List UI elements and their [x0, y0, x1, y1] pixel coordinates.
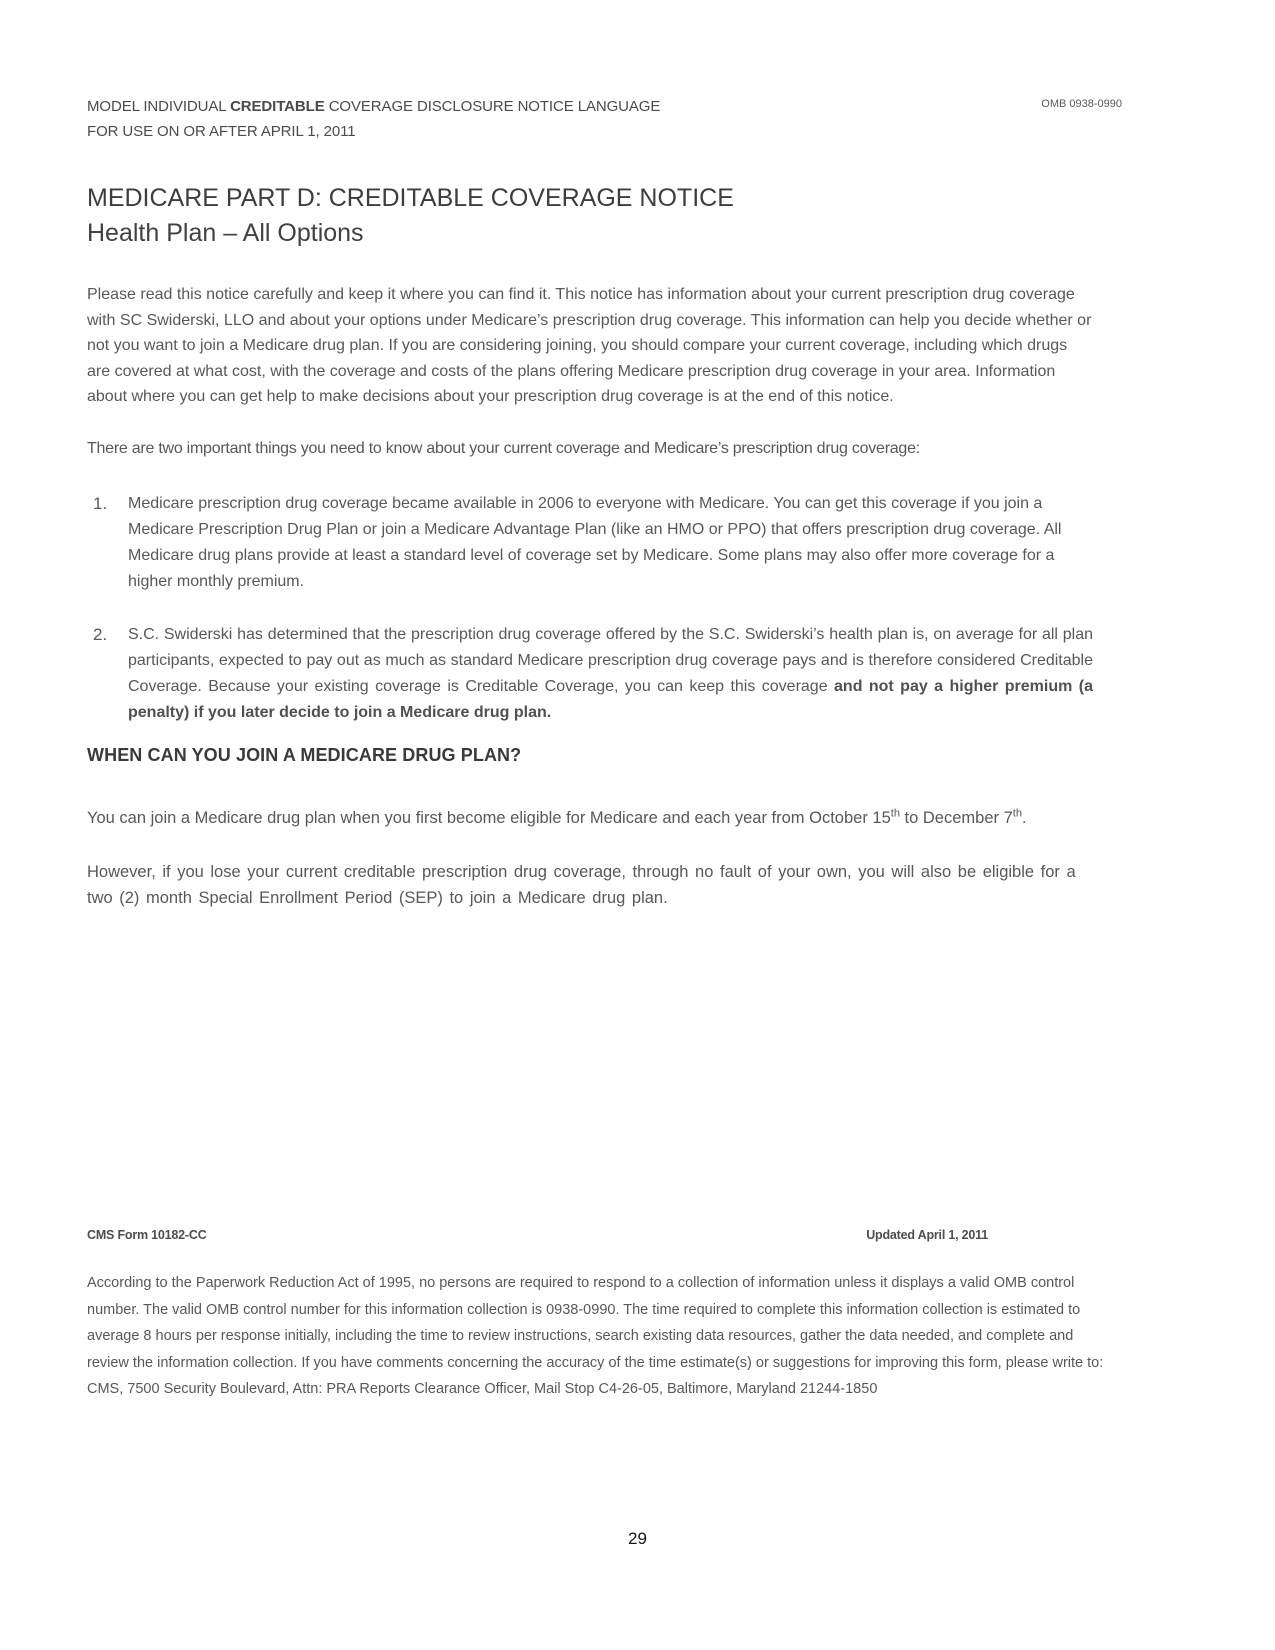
- list-item-2-number: 2.: [93, 624, 108, 644]
- updated-date: Updated April 1, 2011: [866, 1228, 988, 1242]
- document-header: [87, 94, 1122, 144]
- numbered-list: [87, 491, 1122, 726]
- list-item-1-number: 1.: [93, 493, 108, 513]
- header-line-1: [87, 94, 660, 119]
- cms-form-number: CMS Form 10182-CC: [87, 1228, 207, 1242]
- join-eligibility-paragraph: [87, 805, 1092, 831]
- omb-control-number: OMB 0938-0990: [1041, 98, 1122, 110]
- header-line1-pre: MODEL INDIVIDUAL: [87, 98, 231, 115]
- header-notice-language: [87, 94, 660, 144]
- paperwork-reduction-act-notice: According to the Paperwork Reduction Act of 1995, no persons are required to respond to a collection of information unless it displays a valid OMB control number. The valid OMB control number for this information collection is 0938-0990. The time required to complete this information collection is estimated to average 8 hours per response initially, including the time to review instructions, search existing data resources, gather the data needed, and complete and review the information collection. If you have comments concerning the accuracy of the time estimate(s) or suggestions for improving this form, please write to: CMS, 7500 Security Boulevard, Attn: PRA Reports Clearance Officer, Mail Stop C4-26-05, Baltimore, Maryland 21244-1850: [87, 1275, 1104, 1397]
- intro-paragraph: Please read this notice carefully and keep it where you can find it. This notice has information about your current prescription drug coverage with SC Swiderski, LLO and about your options under Medicare’s prescription drug coverage. This information can help you decide whether or not you want to join a Medicare drug plan. If you are considering joining, you should compare your current coverage, including which drugs are covered at what cost, with the coverage and costs of the plans offering Medicare prescription drug coverage in your area. Information about where you can get help to make decisions about your prescription drug coverage is at the end of this notice.: [87, 286, 1092, 406]
- list-item-1-text: Medicare prescription drug coverage became available in 2006 to everyone with Medicare. You can get this coverage if you join a Medicare Prescription Drug Plan or join a Medicare Advantage Plan (like an HMO or PPO) that offers prescription drug coverage. All Medicare drug plans provide at least a standard level of coverage set by Medicare. Some plans may also offer more coverage for a higher monthly premium.: [128, 494, 1062, 590]
- list-item-2-text-normal: S.C. Swiderski has determined that the prescription drug coverage offered by the S.C. Swiderski’s health plan is, on average for all plan participants, expected to pay out as much as standard Medicare prescription drug coverage pays and is therefore considered Creditable Coverage. Because your existing coverage is Creditable Coverage, you can keep this coverage: [128, 625, 1093, 695]
- list-item-2-text-bold: and not pay a higher premium (a penalty) if you later decide to join a Medicare drug plan.: [128, 677, 1093, 721]
- document-title: MEDICARE PART D: CREDITABLE COVERAGE NOTICE: [87, 184, 734, 212]
- header-line1-bold: CREDITABLE: [230, 98, 325, 115]
- two-things-paragraph: There are two important things you need to know about your current coverage and Medicare’s prescription drug coverage:: [87, 439, 920, 457]
- ordinal-suffix: th: [1012, 807, 1022, 820]
- page-number: 29: [628, 1529, 647, 1548]
- list-item-2: [87, 622, 1122, 726]
- list-item-2-text: [128, 622, 1093, 726]
- header-line-2: FOR USE ON OR AFTER APRIL 1, 2011: [87, 123, 356, 140]
- header-line1-post: COVERAGE DISCLOSURE NOTICE LANGUAGE: [324, 98, 661, 115]
- document-subtitle: Health Plan – All Options: [87, 219, 364, 247]
- join-para-end: .: [1021, 808, 1027, 827]
- section-heading-join-plan: WHEN CAN YOU JOIN A MEDICARE DRUG PLAN?: [87, 744, 522, 765]
- join-para-pre: You can join a Medicare drug plan when you first become eligible for Medicare and each year from October 15: [87, 808, 891, 827]
- ordinal-suffix: th: [890, 807, 900, 820]
- form-footer-row: [87, 1228, 1122, 1242]
- special-enrollment-paragraph: However, if you lose your current creditable prescription drug coverage, through no fault of your own, you will also be eligible for a two (2) month Special Enrollment Period (SEP) to join a Medicare drug plan.: [87, 862, 1076, 907]
- list-item-1: [87, 491, 1122, 595]
- join-para-mid: to December 7: [899, 808, 1013, 827]
